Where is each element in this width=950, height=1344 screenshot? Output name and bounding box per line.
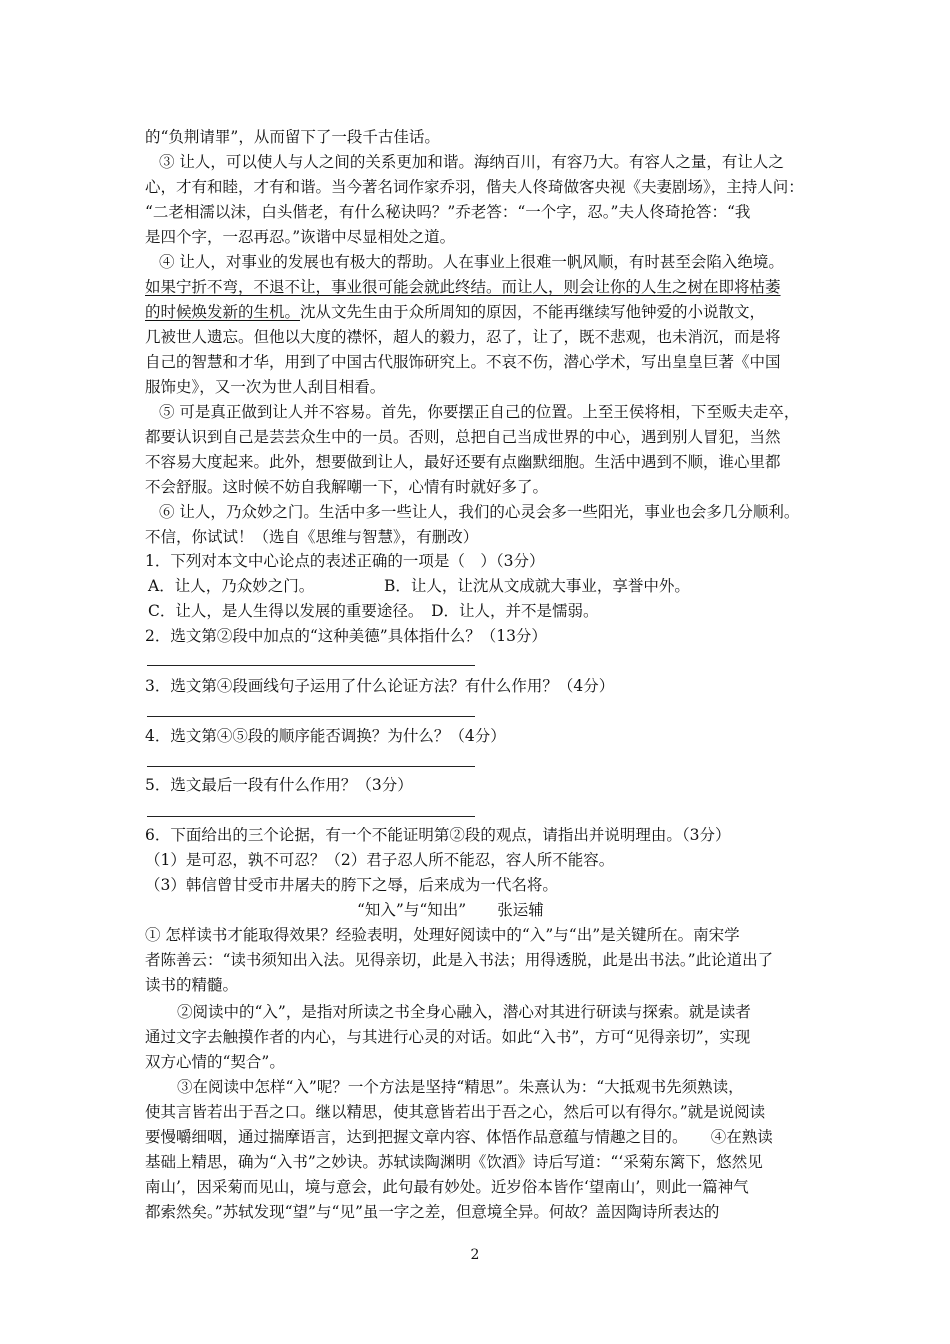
passage1-paragraph-5: ⑤ 可是真正做到让人并不容易。首先，你要摆正自己的位置。上至王侯将相，下至贩夫走卒， <box>159 403 800 421</box>
passage2-line: 者陈善云：“读书须知出入法。见得亲切，此是入书法；用得透脱，此是出书法。”此论道出了 <box>145 951 774 969</box>
question-4: 4．选文第④⑤段的顺序能否调换？为什么？（4分） <box>145 727 506 745</box>
passage2-paragraph-1: ① 怎样读书才能取得效果？经验表明，处理好阅读中的“入”与“出”是关键所在。南宋学 <box>145 926 740 944</box>
passage1-line <box>145 300 765 324</box>
passage2-line: 读书的精髓。 <box>145 976 239 994</box>
passage1-paragraph-6: ⑥ 让人，乃众妙之门。生活中多一些让人，我们的心灵会多一些阳光，事业也会多几分顺利。 <box>159 503 800 521</box>
underlined-sentence-end: 的时候焕发新的生机。 <box>145 303 301 321</box>
passage2-paragraph-3: ③在阅读中怎样“入”呢？一个方法是坚持“精思”。朱熹认为：“大抵观书先须熟读， <box>177 1078 744 1096</box>
passage2-line: 使其言皆若出于吾之口。继以精思，使其意皆若出于吾之心，然后可以有得尔。”就是说阅读 <box>145 1103 766 1121</box>
passage1-line: 自己的智慧和才华，用到了中国古代服饰研究上。不哀不伤，潜心学术，写出皇皇巨著《中国 <box>145 353 781 371</box>
question-6: 6．下面给出的三个论据，有一个不能证明第②段的观点，请指出并说明理由。（3分） <box>145 826 731 844</box>
question-1-options-cd: C．让人，是人生得以发展的重要途径。 D．让人，并不是懦弱。 <box>148 602 599 620</box>
passage2-line: 双方心情的“契合”。 <box>145 1053 285 1071</box>
passage2-line: 通过文字去触摸作者的内心，与其进行心灵的对话。如此“入书”，方可“见得亲切”，实现 <box>145 1028 751 1046</box>
underlined-sentence: 如果宁折不弯，不退不让，事业很可能会就此终结。而让人，则会让你的人生之树在即将枯萎 <box>145 278 781 296</box>
question-1-options-ab: A．让人，乃众妙之门。 B．让人，让沈从文成就大事业，享誉中外。 <box>148 577 690 595</box>
passage1-line-rest: 沈从文先生由于众所周知的原因，不能再继续写他钟爱的小说散文， <box>300 303 766 321</box>
passage1-line: 心，才有和睦，才有和谐。当今著名词作家乔羽，偕夫人佟琦做客央视《夫妻剧场》，主持人问： <box>145 178 804 196</box>
passage2-line: 南山’，因采菊而见山，境与意会，此句最有妙处。近岁俗本皆作‘望南山’，则此一篇神气 <box>145 1178 749 1196</box>
question-5: 5．选文最后一段有什么作用？（3分） <box>145 776 413 794</box>
passage2-line: 都索然矣。”苏轼发现“望”与“见”虽一字之差，但意境全异。何故？盖因陶诗所表达的 <box>145 1203 720 1221</box>
passage1-line: 都要认识到自己是芸芸众生中的一员。否则，总把自己当成世界的中心，遇到别人冒犯，当然 <box>145 428 781 446</box>
passage2-line: 基础上精思，确为“入书”之妙诀。苏轼读陶渊明《饮酒》诗后写道：“‘采菊东篱下，悠然见 <box>145 1153 763 1171</box>
passage1-line: 服饰史》，又一次为世人刮目相看。 <box>145 378 386 396</box>
question-6-evidence-3: （3）韩信曾甘受市井屠夫的胯下之辱，后来成为一代名将。 <box>145 876 558 894</box>
passage1-line: “二老相濡以沫，白头偕老，有什么秘诀吗？”乔老答：“一个字，忍。”夫人佟琦抢答：“我 <box>145 203 751 221</box>
passage1-paragraph-4: ④ 让人，对事业的发展也有极大的帮助。人在事业上很难一帆风顺，有时甚至会陷入绝境。 <box>159 253 784 271</box>
question-2: 2．选文第②段中加点的“这种美德”具体指什么？（13分） <box>145 627 547 645</box>
question-3: 3．选文第④段画线句子运用了什么论证方法？有什么作用？（4分） <box>145 677 615 695</box>
passage1-line: 的“负荆请罪”，从而留下了一段千古佳话。 <box>145 128 440 146</box>
answer-line <box>147 816 475 817</box>
passage2-line: 要慢嚼细咽，通过揣摩语言，达到把握文章内容、体悟作品意蕴与情趣之目的。 ④在熟读 <box>145 1128 773 1146</box>
answer-line <box>147 665 475 666</box>
passage1-source: 不信，你试试！（选自《思维与智慧》，有删改） <box>145 528 479 546</box>
passage1-line: 是四个字，一忍再忍。”诙谐中尽显相处之道。 <box>145 228 456 246</box>
passage2-paragraph-2: ②阅读中的“入”，是指对所读之书全身心融入，潜心对其进行研读与探索。就是读者 <box>177 1003 751 1021</box>
answer-line <box>147 716 475 717</box>
passage1-paragraph-3: ③ 让人，可以使人与人之间的关系更加和谐。海纳百川，有容乃大。有容人之量，有让人之 <box>159 153 784 171</box>
question-6-evidence-1-2: （1）是可忍，孰不可忍？（2）君子忍人所不能忍，容人所不能容。 <box>145 851 615 869</box>
passage1-line: 不容易大度起来。此外，想要做到让人，最好还要有点幽默细胞。生活中遇到不顺，谁心里都 <box>145 453 781 471</box>
page-number: 2 <box>470 1247 480 1263</box>
passage1-line: 不会舒服。这时候不妨自我解嘲一下，心情有时就好多了。 <box>145 478 549 496</box>
passage1-line: 几被世人遗忘。但他以大度的襟怀，超人的毅力，忍了，让了，既不悲观，也未消沉，而是将 <box>145 328 781 346</box>
answer-line <box>147 766 475 767</box>
question-1: 1．下列对本文中心论点的表述正确的一项是（ ）（3分） <box>145 552 545 570</box>
passage2-title: “知入”与“知出” 张运辅 <box>357 901 544 919</box>
